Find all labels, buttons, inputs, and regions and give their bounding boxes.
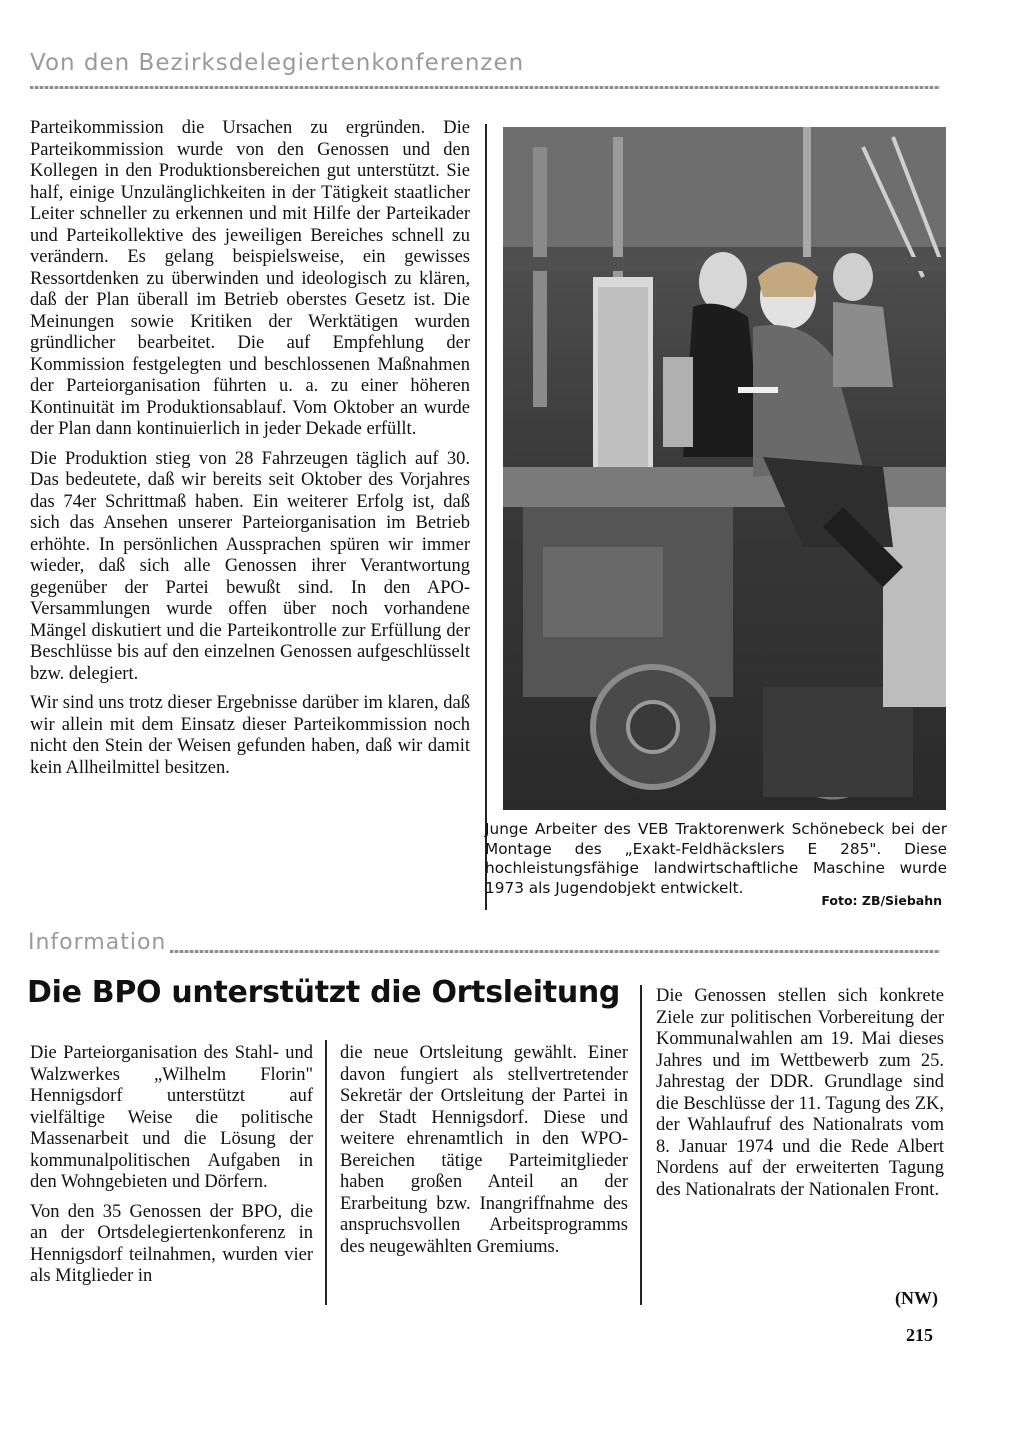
photo-caption: Junge Arbeiter des VEB Traktorenwerk Schönebeck bei der Montage des „Exakt-Feldhäckslers E 285". Diese hochleistungsfähige landwirtschaftliche Maschine wurde 1973 als Jugendobjekt entwickelt. — [485, 820, 947, 897]
article2-col1 — [30, 1043, 313, 1296]
header-rule — [30, 86, 940, 89]
photo-credit: Foto: ZB/Siebahn — [821, 893, 942, 908]
column-divider — [485, 124, 487, 910]
article2-paragraph: die neue Ortsleitung gewählt. Einer davon fungiert als stellvertretender Sekretär der Ortsleitung der Partei in der Stadt Hennigsdorf. Diese und weitere ehrenamtlich in den WPO-Bereichen tätige Parteimitglieder haben großen Anteil an der Erarbeitung bzw. Inangriffnahme des anspruchsvollen Arbeitsprogramms des neugewählten Gremiums. — [340, 1043, 628, 1257]
article1-paragraph: Parteikommission die Ursachen zu ergründen. Die Parteikommission wurde von den Genossen und den Kollegen in den Produktionsbereichen gut unterstützt. Sie half, einige Unzulänglichkeiten in der Tätigkeit staatlicher Leiter schneller zu erkennen und mit Hilfe der Parteikader und Parteikollektive des jeweiligen Bereiches schnell zu verändern. Es gelang beispielsweise, ein gewisses Ressortdenken zu überwinden und ideologisch zu klären, daß der Plan überall im Betrieb oberstes Gesetz ist. Die Meinungen sowie Kritiken der Werktätigen wurden gründlicher bearbeitet. Die auf Empfehlung der Kommission festgelegten und beschlossenen Maßnahmen der Parteiorganisation führten u. a. zu einer höheren Kontinuität im Produktionsablauf. Vom Oktober an wurde der Plan dann kontinuierlich in jeder Dekade erfüllt. — [30, 118, 470, 439]
page-number: 215 — [906, 1325, 933, 1345]
article2-col2 — [340, 1043, 628, 1266]
article2-col3 — [656, 986, 944, 1209]
article2-headline: Die BPO unterstützt die Ortsleitung — [27, 975, 621, 1010]
article1-paragraph: Wir sind uns trotz dieser Ergebnisse darüber im klaren, daß wir allein mit dem Einsatz dieser Parteikommission noch nicht den Stein der Weisen gefunden haben, daß wir damit kein Allheilmittel besitzen. — [30, 693, 470, 778]
section-title: Von den Bezirksdelegiertenkonferenzen — [30, 50, 525, 76]
article1-text — [30, 118, 470, 787]
article2-paragraph: Von den 35 Genossen der BPO, die an der Ortsdelegiertenkonferenz in Hennigsdorf teilnahmen, wurden vier als Mitglieder in — [30, 1201, 313, 1286]
article2-paragraph: Die Parteiorganisation des Stahl- und Walzwerkes „Wilhelm Florin" Hennigsdorf unterstützt auf vielfältige Weise die politische Massenarbeit und die Lösung der kommunalpolitischen Aufgaben in den Wohngebieten und Dörfern. — [30, 1043, 313, 1192]
article2-paragraph: Die Genossen stellen sich konkrete Ziele zur politischen Vorbereitung der Kommunalwahlen am 19. Mai dieses Jahres und im Wettbewerb zum 25. Jahrestag der DDR. Grundlage sind die Beschlüsse der 11. Tagung des ZK, der Wahlaufruf des Nationalrats vom 8. Januar 1974 und die Rede Albert Nordens auf der erweiterten Tagung des Nationalrats der Nationalen Front. — [656, 986, 944, 1200]
article2-signature: (NW) — [895, 1288, 938, 1308]
info-section-label: Information — [28, 930, 167, 955]
column-divider — [640, 985, 642, 1305]
article1-paragraph: Die Produktion stieg von 28 Fahrzeugen täglich auf 30. Das bedeutete, daß wir bereits seit Oktober des Vorjahres das 74er Schrittmaß haben. Ein weiterer Erfolg ist, daß sich das Ansehen unserer Parteiorganisation im Betrieb erhöhte. In persönlichen Aussprachen spüren wir immer wieder, daß sich alle Genossen ihrer Verantwortung gegenüber der Partei bewußt sind. In den APO-Versammlungen wurde offen über noch vorhandene Mängel diskutiert und die Parteikontrolle zur Erfüllung der Beschlüsse bis auf den einzelnen Genossen aufgeschlüsselt bzw. delegiert. — [30, 448, 470, 684]
workers-photo — [503, 127, 946, 810]
photo-illustration — [503, 127, 946, 810]
info-rule — [170, 950, 940, 953]
column-divider — [325, 1040, 327, 1305]
